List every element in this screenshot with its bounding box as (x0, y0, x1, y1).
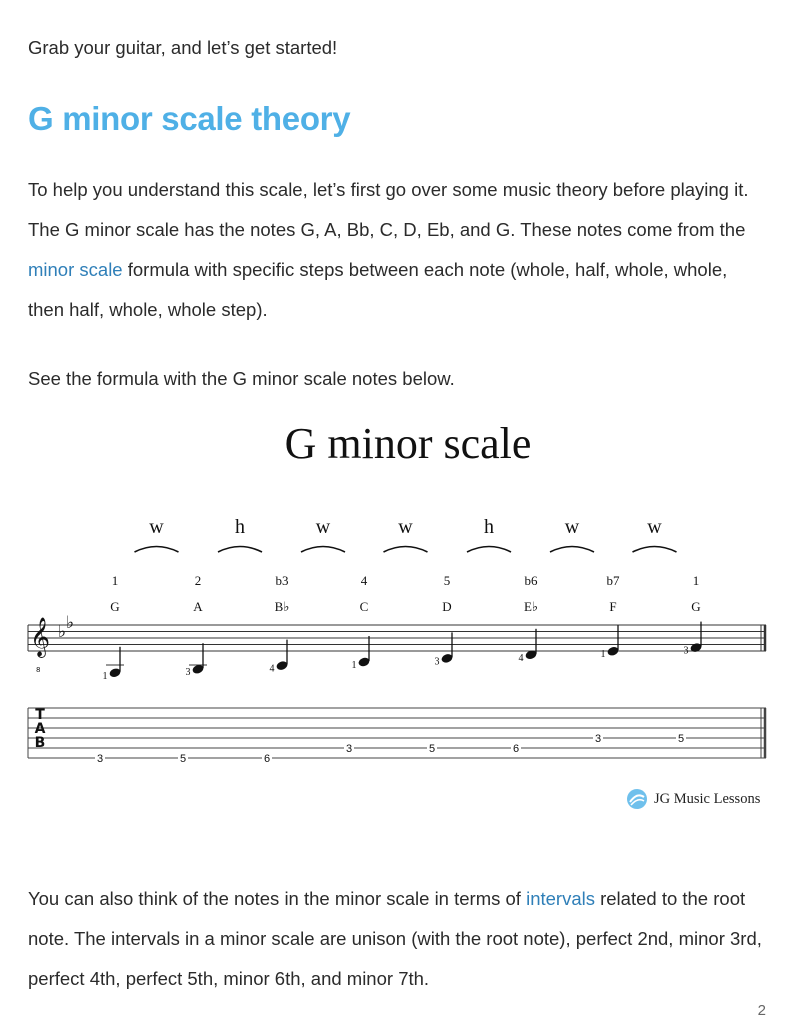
treble-clef-icon (30, 617, 50, 674)
step-arc (301, 547, 345, 553)
staff-note (352, 636, 371, 671)
theory-text-2: formula with specific steps between each note (whole, half, whole, whole, then half, whole, whole step). (28, 259, 728, 320)
step-arc (633, 547, 677, 553)
finger-number: 3 (683, 645, 689, 657)
theory-paragraph (28, 170, 768, 330)
tab-fret (511, 742, 521, 755)
step-label: w (315, 516, 331, 538)
step-label: w (398, 516, 413, 538)
scale-degree: 5 (443, 573, 451, 588)
intervals-text-2: related to the root note. The intervals in a minor scale are unison (with the root note), perfect 2nd, minor 3rd, perfect 4th, perfect 5th, minor 6th, and minor 7th. (28, 888, 762, 989)
theory-text-1: To help you understand this scale, let’s first go over some music theory before playing it. The G minor scale has the notes G, A, Bb, C, D, Eb, and G. These notes come from the (28, 179, 749, 240)
step-label: h (235, 516, 245, 538)
finger-number: 1 (102, 670, 108, 682)
tab-fret (95, 752, 105, 765)
brand-name: JG Music Lessons (654, 790, 761, 807)
tab-fret-number: 5 (179, 753, 187, 765)
intervals-text-1: You can also think of the notes in the minor scale in terms of (28, 888, 527, 909)
svg-text:♭: ♭ (58, 622, 67, 642)
tab-fret (344, 742, 354, 755)
brand-logo-icon (626, 788, 648, 810)
scale-degree: 1 (692, 573, 700, 588)
note-name: A (193, 599, 203, 614)
tab-fret (427, 742, 437, 755)
finger-number: 1 (600, 649, 606, 661)
note-name: C (359, 599, 369, 614)
section-heading: G minor scale theory (28, 100, 351, 137)
scale-degree: b3 (275, 573, 289, 588)
scale-degree: 2 (194, 573, 202, 588)
tab-fret-number: 6 (263, 753, 271, 765)
step-label: w (647, 516, 662, 538)
step-arc (218, 547, 262, 553)
finger-number: 4 (269, 663, 275, 675)
step-arc (384, 547, 428, 553)
staff-note (601, 625, 620, 660)
tab-fret-number: 5 (677, 733, 685, 745)
note-names (110, 599, 700, 614)
see-formula-text: See the formula with the G minor scale notes below. (28, 368, 455, 389)
tab-fret-number: 6 (512, 743, 520, 755)
tab-fret-number: 3 (345, 743, 353, 755)
note-name: F (609, 599, 617, 614)
step-arc (467, 547, 511, 553)
tab-letter-b: B (34, 735, 46, 751)
staff-note (519, 629, 538, 664)
note-name: D (442, 599, 452, 614)
tab-fret-number: 3 (594, 733, 602, 745)
staff-note (186, 643, 208, 678)
music-staff (28, 625, 766, 651)
scale-degree: 1 (111, 573, 119, 588)
step-label: h (484, 516, 494, 538)
svg-text:♭: ♭ (66, 613, 75, 633)
step-label: w (564, 516, 580, 538)
scale-degrees (112, 573, 700, 588)
page-number: 2 (757, 1002, 766, 1019)
finger-number: 3 (434, 656, 440, 668)
tab-letter-a: A (34, 721, 46, 737)
note-name: G (691, 599, 701, 614)
step-label: w (149, 516, 164, 538)
tab-fret-number: 5 (428, 743, 436, 755)
note-name: E♭ (523, 599, 539, 614)
finger-number: 1 (351, 660, 357, 671)
intro-text: Grab your guitar, and let’s get started! (28, 37, 338, 58)
svg-text:8: 8 (36, 666, 41, 674)
tab-fret-number: 3 (96, 753, 104, 765)
scale-degree: 4 (360, 573, 368, 588)
intervals-paragraph (28, 879, 768, 999)
scale-degree: b7 (606, 573, 620, 588)
tab-staff (28, 708, 766, 758)
figure-title: G minor scale (284, 419, 532, 468)
staff-notes (103, 622, 703, 682)
finger-number: 4 (518, 652, 524, 664)
tab-clef (35, 707, 46, 751)
staff-note (103, 647, 125, 682)
note-name: G (110, 599, 120, 614)
minor-scale-link[interactable]: minor scale (28, 259, 123, 280)
scale-notation (0, 500, 794, 770)
tab-fret (593, 732, 603, 745)
svg-text:𝄞: 𝄞 (30, 617, 51, 657)
finger-number: 3 (185, 667, 191, 679)
tab-fret (676, 732, 686, 745)
step-arc (550, 547, 594, 553)
step-arc (135, 547, 179, 553)
scale-degree: b6 (524, 573, 538, 588)
tab-letter-t: T (35, 707, 45, 723)
tab-fret (262, 752, 272, 765)
note-name: B♭ (274, 599, 290, 614)
brand-watermark (626, 788, 760, 810)
tab-fret (178, 752, 188, 765)
step-labels (135, 516, 677, 552)
intervals-link[interactable]: intervals (526, 888, 595, 909)
